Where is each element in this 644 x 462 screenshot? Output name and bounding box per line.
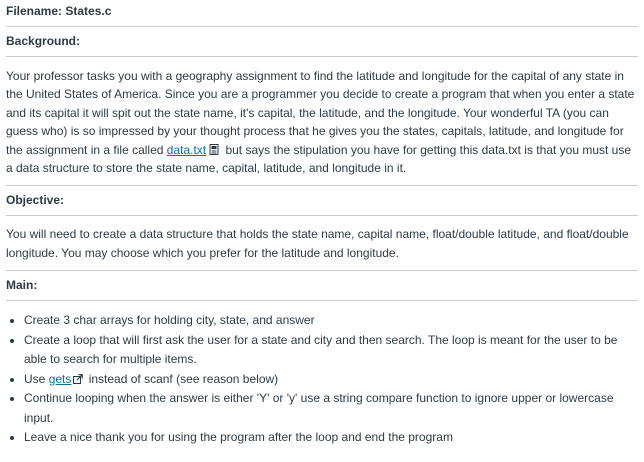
data-txt-link[interactable]: data.txt (166, 142, 207, 157)
objective-heading-section (6, 186, 638, 211)
background-text-end: but says the stipulation you have for getting this data.txt is that you must use a data structure to store the state name, capital, latitude, and longitude in it. (6, 142, 632, 176)
objective-heading: Objective: (6, 193, 65, 208)
bullet (10, 436, 14, 440)
list-item-text-end: instead of scanf (see reason below) (85, 371, 279, 386)
list-item-text: Create a loop that will first ask the user for a state and city and then search. The loop is meant for the user to be able to search for multiple items. (24, 332, 618, 367)
background-heading-section (6, 27, 638, 52)
list-item-text: Create 3 char arrays for holding city, state, and answer (24, 313, 315, 328)
main-heading-section (6, 271, 638, 296)
objective-paragraph: You will need to create a data structure that holds the state name, capital name, float/double latitude, and float/double longitude. You may choose which you prefer for the latitude and longitude. (6, 227, 629, 260)
list-item (6, 370, 638, 390)
bullet (10, 378, 14, 382)
list-item (6, 311, 638, 331)
divider (6, 300, 638, 301)
divider (6, 215, 638, 216)
bullet (10, 397, 14, 401)
background-heading: Background: (6, 34, 81, 48)
list-item-text: Continue looping when the answer is either 'Y' or 'y' use a string compare function to ignore upper or lowercase input. (24, 391, 614, 425)
list-item-text: Leave a nice thank you for using the program after the loop and end the program (24, 430, 453, 445)
background-text-start: Your professor tasks you with a geography assignment to find the latitude and longitude for the capital of any state in the United States of America. Since you are a programmer you decide to create a program that when you enter a state and its capital it will spit out the state name, it's capital, the latitude, and the longitude. Your wonderful TA (you can guess who) is so impressed by your thought process that he gives you the states, capitals, latitude, and longitude for the assignment in a file called (6, 69, 635, 157)
divider (6, 56, 638, 57)
list-item-text-start: Use (24, 371, 49, 386)
bullet (10, 319, 14, 323)
bullet (10, 339, 14, 343)
gets-link[interactable]: gets (48, 371, 72, 386)
list-item (6, 428, 638, 448)
main-heading: Main: (6, 278, 38, 293)
list-item (6, 331, 638, 370)
filename-section (6, 0, 638, 22)
external-link-icon (73, 371, 83, 381)
background-paragraph (6, 67, 638, 177)
main-requirements-list (6, 311, 638, 448)
list-item (6, 389, 638, 428)
filename-label: Filename: States.c (6, 4, 112, 18)
document-preview-icon[interactable] (209, 142, 220, 153)
